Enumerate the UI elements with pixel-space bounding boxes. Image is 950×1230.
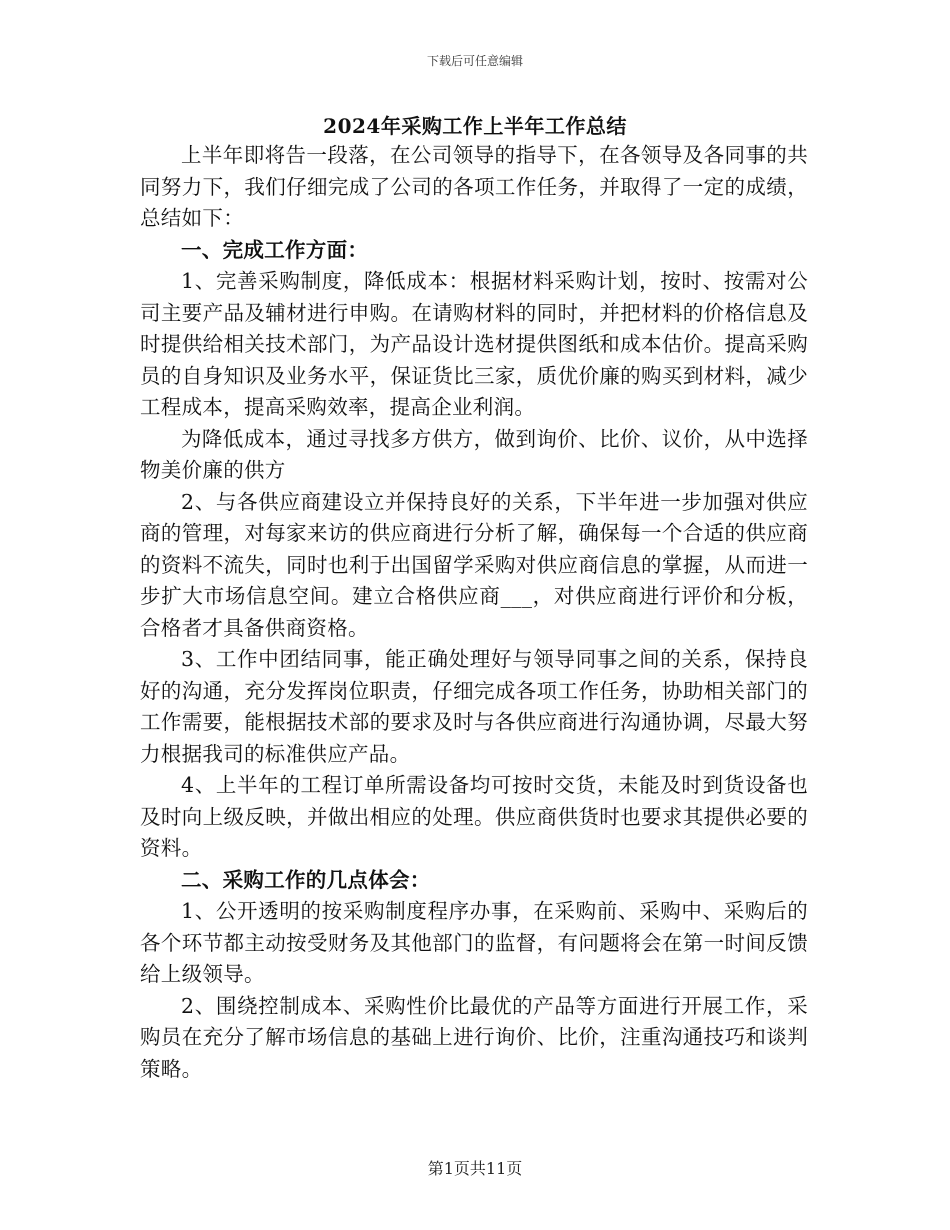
body-paragraph: 1、完善采购制度，降低成本：根据材料采购计划，按时、按需对公司主要产品及辅材进行申购。在请购材料的同时，并把材料的价格信息及时提供给相关技术部门，为产品设计选材提供图纸和成本估价。提高采购员的自身知识及业务水平，保证货比三家，质优价廉的购买到材料，减少工程成本，提高采购效率，提高企业利润。: [140, 269, 808, 419]
section-heading-2: 二、采购工作的几点体会：: [181, 867, 431, 892]
intro-paragraph: 上半年即将告一段落，在公司领导的指导下，在各领导及各同事的共同努力下，我们仔细完成了公司的各项工作任务，并取得了一定的成绩，总结如下：: [140, 143, 808, 230]
section-heading-1: 一、完成工作方面：: [181, 237, 369, 262]
page-footer: 第1页共11页: [427, 1159, 523, 1178]
document-title: 2024年采购工作上半年工作总结: [323, 114, 627, 138]
body-paragraph: 3、工作中团结同事，能正确处理好与领导同事之间的关系，保持良好的沟通，充分发挥岗位职责，仔细完成各项工作任务，协助相关部门的工作需要，能根据技术部的要求及时与各供应商进行沟通协调，尽最大努力根据我司的标准供应产品。: [140, 647, 808, 766]
body-paragraph: 1、公开透明的按采购制度程序办事，在采购前、采购中、采购后的各个环节都主动按受财务及其他部门的监督，有问题将会在第一时间反馈给上级领导。: [140, 899, 808, 986]
document-body: [140, 140, 808, 1085]
body-paragraph: 2、与各供应商建设立并保持良好的关系，下半年进一步加强对供应商的管理，对每家来访的供应商进行分析了解，确保每一个合适的供应商的资料不流失，同时也利于出国留学采购对供应商信息的掌握，从而进一步扩大市场信息空间。建立合格供应商___，对供应商进行评价和分板，合格者才具备供商资格。: [140, 489, 808, 640]
body-paragraph: 2、围绕控制成本、采购性价比最优的产品等方面进行开展工作，采购员在充分了解市场信息的基础上进行询价、比价，注重沟通技巧和谈判策略。: [140, 993, 808, 1081]
body-paragraph: 4、上半年的工程订单所需设备均可按时交货，未能及时到货设备也及时向上级反映，并做出相应的处理。供应商供货时也要求其提供必要的资料。: [140, 773, 808, 860]
body-paragraph: 为降低成本，通过寻找多方供方，做到询价、比价、议价，从中选择物美价廉的供方: [140, 426, 808, 482]
page-header: 下载后可任意编辑: [426, 54, 523, 68]
